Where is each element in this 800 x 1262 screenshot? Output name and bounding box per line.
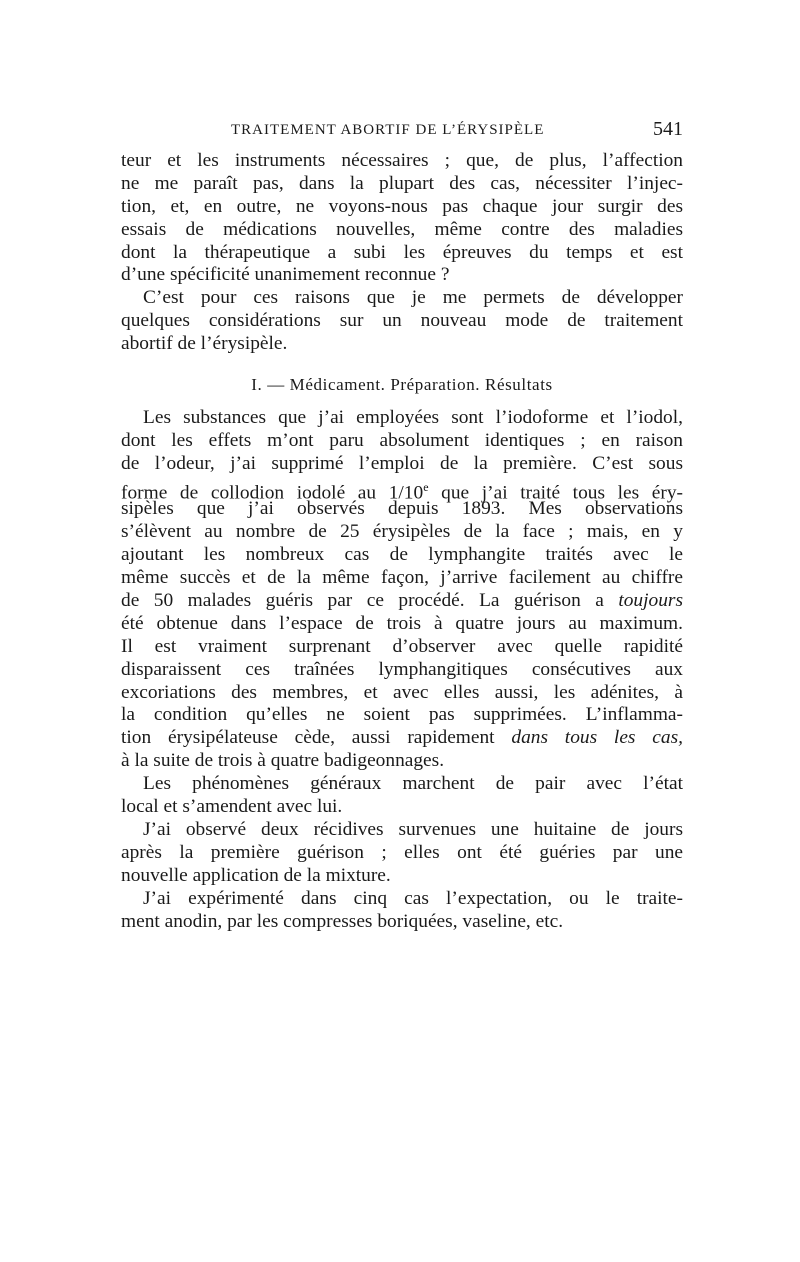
text-line: ajoutant les nombreux cas de lymphangite traités avec le xyxy=(121,544,683,566)
text-fragment: forme de collodion iodolé au 1/10 xyxy=(121,482,424,504)
text-line: nouvelle application de la mixture. xyxy=(121,864,391,886)
text-line: disparaissent ces traînées lymphangitiques consécutives aux xyxy=(121,658,683,680)
paragraph-3 xyxy=(121,407,683,773)
text-line: abortif de l’érysipèle. xyxy=(121,333,288,355)
text-line: à la suite de trois à quatre badigeonnages. xyxy=(121,750,445,772)
text-line xyxy=(121,590,683,613)
paragraph-4 xyxy=(121,773,683,819)
text-fragment: tion érysipélateuse cède, aussi rapidement xyxy=(121,727,512,749)
text-line: essais de médications nouvelles, même contre des maladies xyxy=(121,218,683,240)
text-line: sipèles que j’ai observés depuis 1893. Mes observations xyxy=(121,498,683,520)
running-title: TRAITEMENT ABORTIF DE L’ÉRYSIPÈLE xyxy=(231,122,545,138)
text-line: Les substances que j’ai employées sont l’iodoforme et l’iodol, xyxy=(143,406,683,428)
text-line: ne me paraît pas, dans la plupart des cas, nécessiter l’injec- xyxy=(121,172,683,194)
text-line: Les phénomènes généraux marchent de pair avec l’état xyxy=(143,773,683,795)
text-fragment: de 50 malades guéris par ce procédé. La guérison a xyxy=(121,590,619,612)
text-line: s’élèvent au nombre de 25 érysipèles de la face ; mais, en y xyxy=(121,521,683,543)
text-line xyxy=(121,727,683,750)
paragraph-2 xyxy=(121,287,683,356)
text-line: quelques considérations sur un nouveau mode de traitement xyxy=(121,310,683,332)
text-line: ment anodin, par les compresses boriquées, vaseline, etc. xyxy=(121,910,564,932)
text-line: après la première guérison ; elles ont été guéries par une xyxy=(121,841,683,863)
text-line: de l’odeur, j’ai supprimé l’emploi de la première. C’est sous xyxy=(121,452,683,474)
text-line: C’est pour ces raisons que je me permets de développer xyxy=(143,287,683,309)
text-line: d’une spécificité unanimement reconnue ? xyxy=(121,264,450,286)
text-line: J’ai observé deux récidives survenues une huitaine de jours xyxy=(143,818,683,840)
text-line: tion, et, en outre, ne voyons-nous pas chaque jour surgir des xyxy=(121,195,683,217)
text-line xyxy=(121,476,684,504)
emphasis: toujours xyxy=(618,590,683,612)
page-header xyxy=(121,118,683,142)
text-line: la condition qu’elles ne soient pas supprimées. L’inflamma- xyxy=(121,704,683,726)
superscript: e xyxy=(423,479,429,494)
body-text xyxy=(121,150,683,933)
text-line: même succès et de la même façon, j’arrive facilement au chiffre xyxy=(121,567,683,589)
section-heading: I. — Médicament. Préparation. Résultats xyxy=(251,375,553,395)
paragraph-5 xyxy=(121,819,683,888)
text-line: local et s’amendent avec lui. xyxy=(121,796,343,818)
text-line: été obtenue dans l’espace de trois à quatre jours au maximum. xyxy=(121,612,683,634)
text-line: excoriations des membres, et avec elles aussi, les adénites, à xyxy=(121,681,683,703)
text-line: J’ai expérimenté dans cinq cas l’expectation, ou le traite- xyxy=(143,887,683,909)
page-number: 541 xyxy=(653,118,683,140)
emphasis: dans tous les cas, xyxy=(511,727,683,749)
text-line: dont la thérapeutique a subi les épreuves du temps et est xyxy=(121,241,683,263)
text-line: dont les effets m’ont paru absolument identiques ; en raison xyxy=(121,429,683,451)
text-line: teur et les instruments nécessaires ; que, de plus, l’affection xyxy=(121,150,683,171)
text-line: Il est vraiment surprenant d’observer avec quelle rapidité xyxy=(121,635,683,657)
text-fragment: que j’ai traité tous les éry- xyxy=(428,482,684,504)
paragraph-1 xyxy=(121,150,683,287)
paragraph-6 xyxy=(121,888,683,934)
